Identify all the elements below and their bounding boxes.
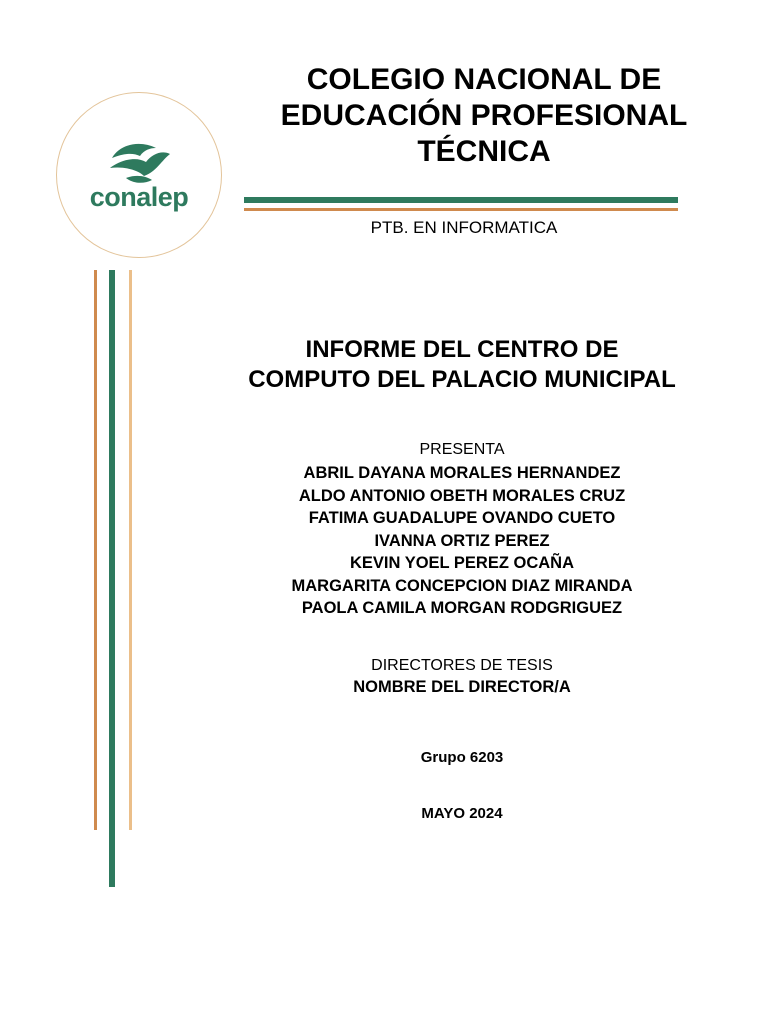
logo-mark-top-swoosh — [112, 144, 156, 158]
vertical-green-line — [109, 270, 115, 887]
group-number: Grupo 6203 — [420, 749, 504, 766]
green-divider — [244, 197, 678, 203]
author-name: MARGARITA CONCEPCION DIAZ MIRANDA — [291, 576, 633, 595]
program-subtitle: PTB. EN INFORMATICA — [370, 218, 558, 237]
logo-wordmark: conalep — [89, 182, 189, 212]
institution-title-line: TÉCNICA — [417, 135, 551, 168]
author-name: FATIMA GUADALUPE OVANDO CUETO — [308, 509, 616, 527]
report-title-line: INFORME DEL CENTRO DE — [305, 336, 619, 363]
report-title-line: COMPUTO DEL PALACIO MUNICIPAL — [248, 366, 676, 393]
author-name: ABRIL DAYANA MORALES HERNANDEZ — [303, 464, 621, 482]
vertical-orange-line-right — [129, 270, 132, 830]
report-title — [190, 335, 734, 395]
institution-title — [250, 62, 718, 170]
directors-label: DIRECTORES DE TESIS — [371, 657, 553, 674]
authors-list — [190, 462, 734, 620]
director-name: NOMBRE DEL DIRECTOR/A — [353, 678, 571, 696]
orange-divider — [244, 208, 678, 211]
author-name: IVANNA ORTIZ PEREZ — [374, 531, 550, 550]
submission-date: MAYO 2024 — [421, 805, 503, 822]
author-name: ALDO ANTONIO OBETH MORALES CRUZ — [298, 486, 626, 505]
author-name: KEVIN YOEL PEREZ OCAÑA — [349, 554, 574, 572]
vertical-orange-line-left — [94, 270, 97, 830]
author-name: PAOLA CAMILA MORGAN RODGRIGUEZ — [301, 599, 623, 617]
presenters-label: PRESENTA — [419, 441, 505, 458]
institution-title-line: EDUCACIÓN PROFESIONAL — [280, 99, 688, 132]
institution-title-line: COLEGIO NACIONAL DE — [306, 63, 662, 96]
conalep-logo-icon — [106, 138, 174, 186]
